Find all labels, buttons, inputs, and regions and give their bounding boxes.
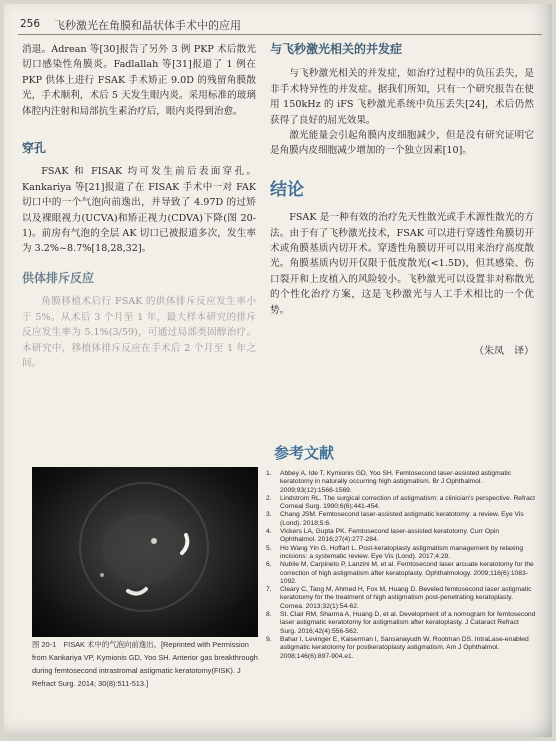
header-rule: [18, 34, 542, 35]
intro-paragraph: 消退。Adrean 等[30]报告了另外 3 例 PKP 术后散光切口感染性角膜炎。Fadlallah 等[31]报道了 1 例在 PKP 供体上进行 FSAK 手术矫正 9.0D 的残留角膜散光，手术顺利，术后 5 天发生眼内炎。采用标准的玻璃体腔内注射和局部抗生素治疗后，眼内炎得到治愈。: [22, 44, 256, 117]
translator-note: （朱凤 译）: [474, 346, 534, 358]
reference-item: 2. Lindstrom RL. The surgical correction of astigmatism: a clinician's perspective. Refract Corneal Surg. 1990;6(6):441-454.: [266, 494, 536, 511]
reference-item: 4. Vickers LA, Gupta PK. Femtosecond laser-assisted keratotomy. Curr Opin Ophthalmol. 2016;27(4):277-284.: [266, 528, 500, 544]
left-column: [22, 42, 256, 372]
section-title-conclusion: 结论: [270, 179, 304, 200]
running-title: 飞秒激光在角膜和晶状体手术中的应用: [54, 19, 241, 32]
perforation-text: FSAK 和 FISAK 均可发生前后表面穿孔。Kankariya 等[21]报道了在 FISAK 手术中一对 FAK 切口中的一个气泡向前逸出，并导致了 4.97D 的过矫以及裸眼视力(UCVA)和矫正视力(CDVA)下降(图 20-1)。前房有气泡的全层 AK 切口已被报道多次，发生率为 3.2%~8.7%[18,28,32]。: [22, 166, 256, 255]
laser-complications-paragraph-2: 激光能量会引起角膜内皮细胞减少，但是没有研究证明它是角膜内皮细胞减少增加的一个独立因素[10]。: [270, 130, 534, 157]
reference-item: 8. St. Clair RM, Sharma A, Huang D, et al. Development of a nomogram for femtosecond laser astigmatic keratotomy for astigmatism after keratoplasty. J Cataract Refract Surg. 2016;42(4):556-562.: [266, 611, 536, 635]
section-title-rejection: 供体排斥反应: [22, 270, 95, 285]
section-title-perforation: 穿孔: [22, 141, 47, 156]
references-list: [266, 470, 536, 661]
running-header: [4, 14, 552, 36]
reference-item: 5. Ho Wang Yin G, Hoffart L. Post-keratoplasty astigmatism management by relaxing incisions: a systematic review. Eye Vis (Lond). 2017;4:29.: [266, 544, 524, 560]
reference-item: 6. Nubile M, Carpineto P, Lanzini M, et al. Femtosecond laser arcuate keratotomy for the correction of high astigmatism after keratoplasty. Ophthalmology. 2009;116(6):1083-1092.: [266, 561, 534, 585]
section-title-laser-complications: 与飞秒激光相关的并发症: [270, 42, 403, 56]
reference-item: 7. Cleary C, Tang M, Ahmed H, Fox M, Huang D. Beveled femtosecond laser astigmatic keratotomy for the treatment of high astigmatism post-penetrating keratoplasty. Cornea. 2013;32(1):54-62.: [266, 586, 532, 610]
figure-20-1-image: [32, 467, 258, 637]
conclusion-text: FSAK 是一种有效的治疗先天性散光或手术源性散光的方法。由于有了飞秒激光技术，FSAK 可以进行穿透性角膜切开术或角膜基质内切开术。穿透性角膜切开可以用来治疗高度散光。角膜基质内切开仅限于低度散光(<1.5D)，但其感染、伤口裂开和上皮植入的风险较小。飞秒激光可以设置非对称散光的个性化治疗方案，这是飞秒激光与人工手术相比的一个优势。: [270, 212, 534, 316]
reference-item: 1. Abbey A, Ide T, Kymionis GD, Yoo SH. Femtosecond laser-assisted astigmatic keratotomy in naturally occurring high astigmatism. Br J Ophthalmol. 2009;93(12):1566-1569.: [266, 470, 512, 494]
references-title: 参考文献: [274, 444, 335, 462]
right-column: [270, 42, 534, 360]
reference-item: 3. Chang JSM. Femtosecond laser-assisted astigmatic keratotomy: a review. Eye Vis (Lond). 2018;5:6.: [266, 511, 524, 527]
figure-caption: 图 20-1 FISAK 术中的气泡向前逸出。[Reprinted with Permission from Kankariya VP, Kymionis GD, Yoo SH. Anterior gas breakthrough during femtosecond intrastromal astigmatic keratotomy(FISK). J Refract Surg. 2014; 30(8):511-513.]: [32, 640, 258, 688]
rejection-text: 角膜移植术后行 FSAK 的供体排斥反应发生率小于 5%。从术后 3 个月至 1 年，最大样本研究的排斥反应发生率为 5.1%(3/59)，可通过局部类固醇治疗。本研究中，移植体排斥反应在手术后 2 个月至 1 年之间。: [22, 296, 256, 369]
page-number: 256: [20, 18, 41, 30]
book-page: [4, 4, 552, 737]
reference-item: 9. Bahar I, Levinger E, Kaiserman I, Sansanayudh W, Rootman DS. IntraLase-enabled astigmatic keratotomy for postkeratoplasty astigmatism. Am J Ophthalmol. 2008;146(6):897-904.e1.: [266, 635, 529, 660]
laser-complications-paragraph-1: 与飞秒激光相关的并发症，如治疗过程中的负压丢失，是非手术特异性的并发症。据我们所知，只有一个研究报告在使用 150kHz 的 iFS 飞秒激光系统中负压丢失[24]，术后仍然获得了良好的屈光效果。: [270, 68, 534, 126]
